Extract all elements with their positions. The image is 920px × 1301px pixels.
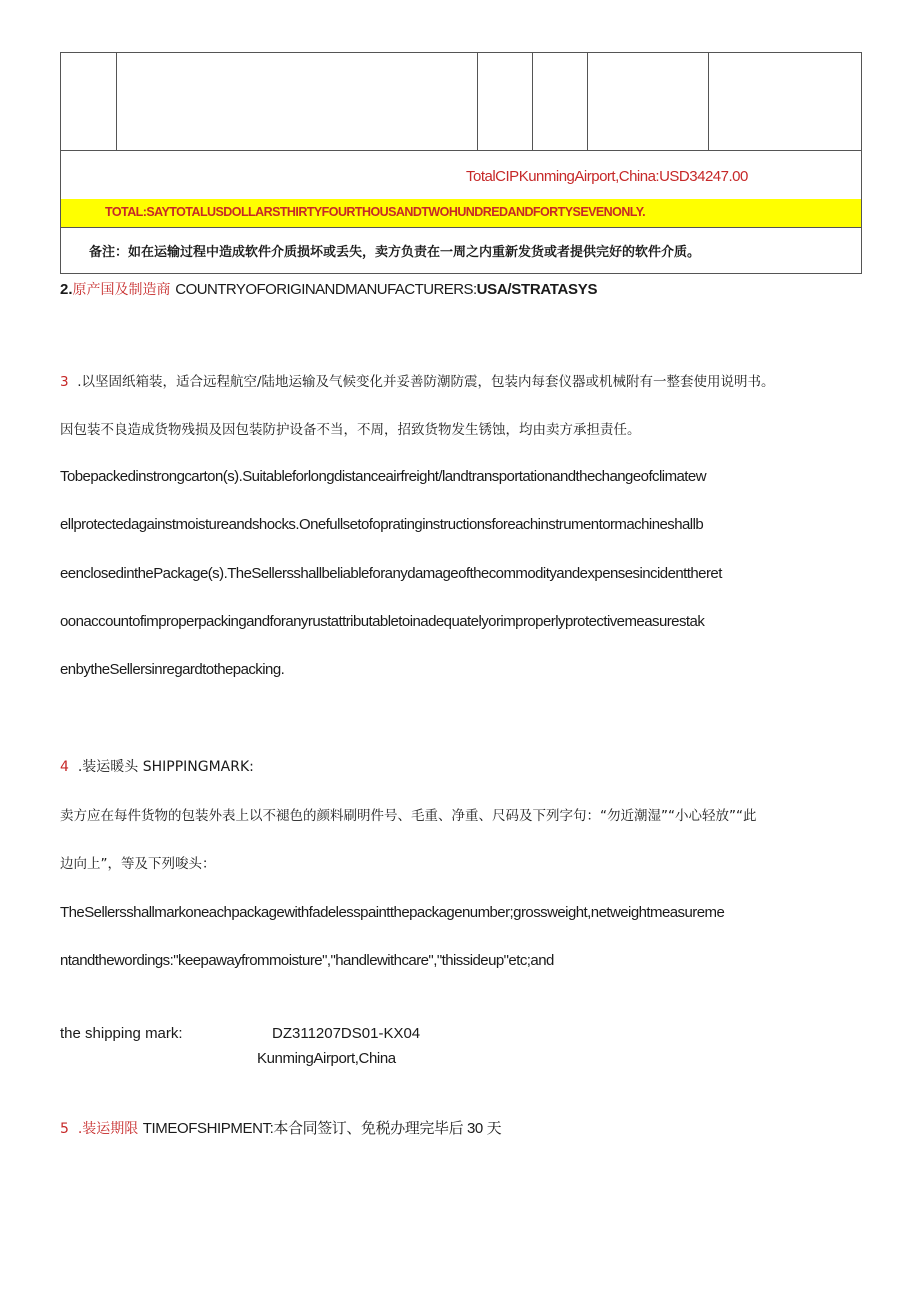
goods-table — [60, 52, 862, 274]
section-4-en-line2: ntandthewordings:"keepawayfrommoisture","handlewithcare","thissideup"etc;and — [60, 952, 554, 969]
section-number: 2. — [60, 281, 73, 298]
table-column-divider — [708, 53, 709, 150]
section-number: 3 — [60, 374, 69, 390]
section-2-cn-title: 原产国及制造商 — [72, 282, 171, 298]
table-column-divider — [532, 53, 533, 150]
section-2-origin — [60, 279, 597, 299]
shipping-mark-label: the shipping mark: — [60, 1025, 183, 1042]
total-cip-price: TotalCIPKunmingAirport,China:USD34247.00 — [466, 168, 748, 185]
section-3-cn-line2: 因包装不良造成货物残损及因包装防护设备不当，不周，招致货物发生锈蚀，均由卖方承担责任。 — [60, 422, 641, 438]
shipping-mark-code: DZ311207DS01-KX04 — [272, 1025, 421, 1042]
table-row-divider — [61, 150, 861, 151]
section-3-en-line: enbytheSellersinregardtothepacking. — [60, 661, 285, 678]
section-2-value: USA/STRATASYS — [476, 281, 598, 298]
shipping-mark-place: KunmingAirport,China — [257, 1050, 396, 1067]
section-number: 5 — [60, 1121, 69, 1137]
section-4-en-line1: TheSellersshallmarkoneachpackagewithfadelesspaintthepackagenumber;grossweight,netweightmeasureme — [60, 904, 725, 921]
section-4-cn-line2: 边向上”，等及下列唆头： — [60, 856, 216, 872]
remark-text: 备注：如在运输过程中造成软件介质损坏或丢失，卖方负责在一周之内重新发货或者提供完好的软件介质。 — [89, 245, 701, 260]
table-column-divider — [477, 53, 478, 150]
section-3-cn-line1 — [60, 370, 775, 390]
section-3-en-line: oonaccountofimproperpackingandforanyrustattributabletoinadequatelyorimproperlyprotectivemeasurestak — [60, 613, 705, 630]
section-3-en-line: eenclosedinthePackage(s).TheSellersshallbeliableforanydamageofthecommodityandexpensesincidenttheret — [60, 565, 722, 582]
section-2-en-title: COUNTRYOFORIGINANDMANUFACTURERS: — [175, 281, 477, 298]
total-amount-in-words: TOTAL:SAYTOTALUSDOLLARSTHIRTYFOURTHOUSANDTWOHUNDREDANDFORTYSEVENONLY. — [105, 205, 646, 219]
table-column-divider — [116, 53, 117, 150]
section-number: 4 — [60, 759, 69, 775]
section-3-cn-text: .以坚固纸箱装，适合远程航空/陆地运输及气候变化并妥善防潮防震，包装内每套仪器或机械附有一整套使用说明书。 — [77, 374, 775, 390]
total-amount-in-words-band — [61, 199, 861, 227]
section-5-cn-title: .装运期限 — [77, 1121, 139, 1137]
table-row-divider — [61, 227, 861, 228]
table-column-divider — [587, 53, 588, 150]
section-4-cn-line1: 卖方应在每件货物的包装外表上以不褪色的颜料刷明件号、毛重、净重、尺码及下列字句：“勿近潮湿”“小心轻放”“此 — [60, 808, 757, 824]
section-3-en-line: Tobepackedinstrongcarton(s).Suitableforlongdistanceairfreight/landtransportationandthechangeofclimatew — [60, 468, 707, 485]
section-5-text: TIMEOFSHIPMENT:本合同签订、免税办理完毕后 30 天 — [142, 1120, 502, 1137]
section-3-en-line: ellprotectedagainstmoistureandshocks.Onefullsetofopratinginstructionsforeachinstrumentormachineshallb — [60, 516, 704, 533]
section-4-title — [60, 756, 254, 776]
section-5-time-of-shipment — [60, 1117, 501, 1138]
section-4-title-text: .装运暖头 SHIPPINGMARK: — [77, 759, 254, 775]
